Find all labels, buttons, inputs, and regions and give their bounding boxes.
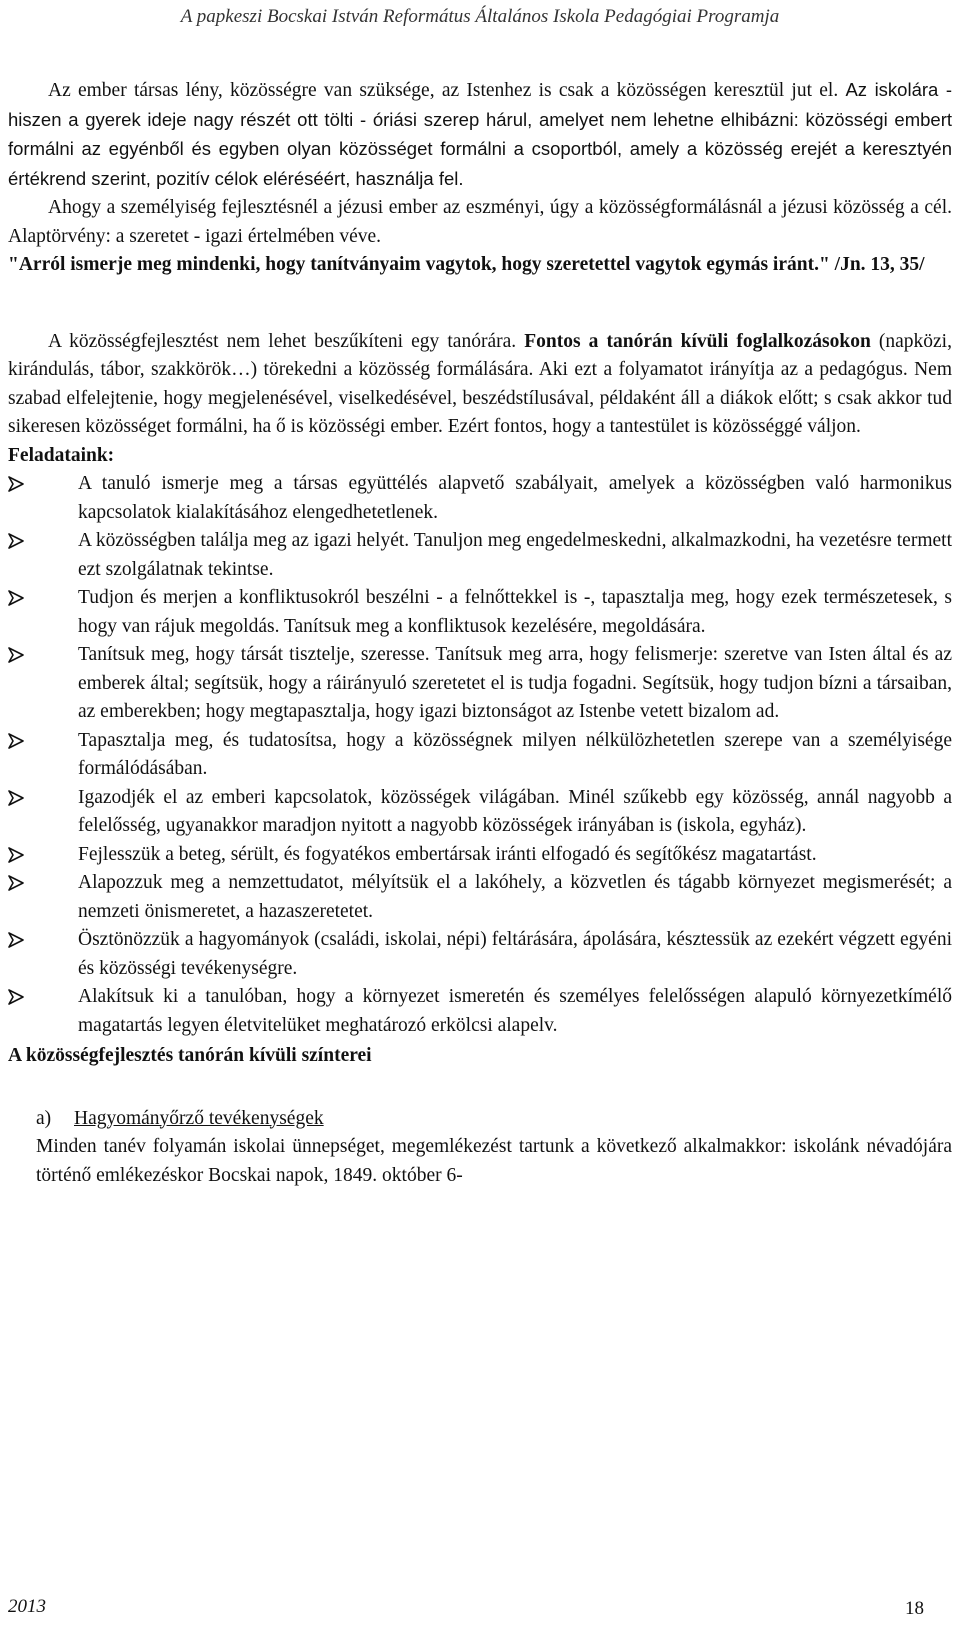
task-item — [8, 470, 952, 527]
arrow-bullet-icon — [8, 989, 24, 1005]
arrow-bullet-icon — [8, 932, 24, 948]
task-item — [8, 869, 952, 926]
page-number: 18 — [905, 1598, 924, 1619]
bible-quote — [8, 251, 952, 280]
intro-paragraph — [8, 76, 952, 194]
arrow-bullet-icon — [8, 533, 24, 549]
arrow-bullet-icon — [8, 733, 24, 749]
task-text: Alapozzuk meg a nemzettudatot, mélyítsük el a lakóhely, a közvetlen és tágabb környezet megismerését; a nemzeti önismeretet, a hazaszeretetet. — [78, 872, 952, 922]
task-item — [8, 841, 952, 870]
arrow-bullet-icon — [8, 590, 24, 606]
task-text: Alakítsuk ki a tanulóban, hogy a környezet ismeretén és személyes felelősségen alapuló környezetkímélő magatartás legyen életvitelüket meghatározó erkölcsi alapelv. — [78, 986, 952, 1036]
section-heading: A közösségfejlesztés tanórán kívüli színterei — [8, 1045, 372, 1066]
task-item — [8, 983, 952, 1040]
task-text: A tanuló ismerje meg a társas együttélés alapvető szabályait, amelyek a közösségben való harmonikus kapcsolatok kialakításához elengedhetetlenek. — [78, 473, 952, 523]
task-text: Tanítsuk meg, hogy társát tisztelje, szeresse. Tanítsuk meg arra, hogy felismerje: szeretve van Isten által és az emberek által; segítsük, hogy a ráirányuló szeretetet el is tudja fogadni. Segítsük, hogy tudjon bízni a társaiban, az emberekben; hogy megtapasztalja, hogy igazi biztonságot az Istenbe vetett bizalom ad. — [78, 644, 952, 722]
subsection-title-text: Hagyományőrző tevékenységek — [74, 1107, 324, 1129]
subsection-label: a) — [36, 1107, 52, 1129]
task-text: A közösségben találja meg az igazi helyét. Tanuljon meg engedelmeskedni, alkalmazkodni, ha vezetésre termett ezt szolgálatnak tekintse. — [78, 530, 952, 580]
arrow-bullet-icon — [8, 875, 24, 891]
page-header: A papkeszi Bocskai István Református Általános Iskola Pedagógiai Programja — [180, 6, 780, 27]
page-content — [8, 76, 952, 1190]
arrow-bullet-icon — [8, 476, 24, 492]
task-text: Igazodjék el az emberi kapcsolatok, közösségek világában. Minél szűkebb egy közösség, annál nagyobb a felelősség, ugyanakkor maradjon nyitott a nagyobb közösségek irányában is (iskola, egyház). — [78, 786, 952, 836]
tasks-heading: Feladataink: — [8, 444, 115, 466]
community-emphasis: Fontos a tanórán kívüli foglalkozásokon — [516, 330, 871, 352]
tasks-list — [8, 470, 952, 1040]
quote-text: "Arról ismerje meg mindenki, hogy tanítványaim vagytok, hogy szeretettel vagytok egymás iránt." /Jn. — [8, 254, 866, 275]
task-text: Ösztönözzük a hagyományok (családi, iskolai, népi) feltárására, ápolására, késztessük az ezekért végzett egyéni és közösségi tevékenységre. — [78, 929, 952, 979]
intro-sentence-2: Az iskolára - hiszen a gyerek ideje nagy részét ott tölti - óriási szerep hárul, amelyet nem lehetne elhibázni: közösségi embert formálni az egyénből és egyben olyan közösséget formálni a csoportból, amely a közösség erejét a keresztyén értékrend szerint, pozitív célok eléréséért, használja fel. — [8, 79, 952, 189]
task-item — [8, 727, 952, 784]
task-item — [8, 527, 952, 584]
task-text: Tapasztalja meg, és tudatosítsa, hogy a közösségnek milyen nélkülözhetetlen szerepe van a személyisége formálódásában. — [78, 729, 952, 779]
footer-year: 2013 — [8, 1596, 46, 1617]
closing-paragraph: Minden tanév folyamán iskolai ünnepséget, megemlékezést tartunk a következő alkalmakkor: iskolánk névadójára történő emlékezéskor Bocskai napok, 1849. október 6- — [36, 1136, 952, 1186]
arrow-bullet-icon — [8, 790, 24, 806]
subsection-title — [8, 1105, 952, 1134]
arrow-bullet-icon — [8, 647, 24, 663]
community-sentence-1: A közösségfejlesztést nem lehet beszűkíteni egy tanórára. — [48, 330, 517, 352]
task-text: Tudjon és merjen a konfliktusokról beszélni - a felnőttekkel is -, tapasztalja meg, hogy ezek természetesek, s hogy van rájuk megoldás. Tanítsuk meg a konfliktusok kezelésére, megoldására. — [78, 587, 952, 637]
task-item — [8, 926, 952, 983]
intro-sentence-1: Az ember társas lény, közösségre van szüksége, az Istenhez is csak a közösségen keresztül jut el. — [48, 80, 839, 101]
task-text: Fejlesszük a beteg, sérült, és fogyatékos embertársak iránti elfogadó és segítőkész magatartást. — [78, 843, 817, 865]
task-item — [8, 584, 952, 641]
arrow-bullet-icon — [8, 847, 24, 863]
quote-reference: 13, 35/ — [865, 254, 925, 275]
community-paragraph — [8, 328, 952, 442]
community-sentence-rest: (napközi, kirándulás, tábor, szakkörök…) törekedni a közösség formálására. Aki ezt a folyamatot irányítja az a pedagógus. Nem szabad elfelejtenie, hogy megjelenésével, viselkedésével, beszédstílusával, példaként áll a diákok előtt; s csak akkor tud sikeresen közösséget formálni, ha ő is közösségi ember. Ezért fontos, hogy a tantestület is közösséggé váljon. — [8, 330, 952, 437]
task-item — [8, 641, 952, 727]
ideal-paragraph: Ahogy a személyiség fejlesztésnél a jézusi ember az eszményi, úgy a közösségformálásnál a jézusi közösség a cél. Alaptörvény: a szeretet - igazi értelmében véve. — [8, 197, 952, 247]
task-item — [8, 784, 952, 841]
